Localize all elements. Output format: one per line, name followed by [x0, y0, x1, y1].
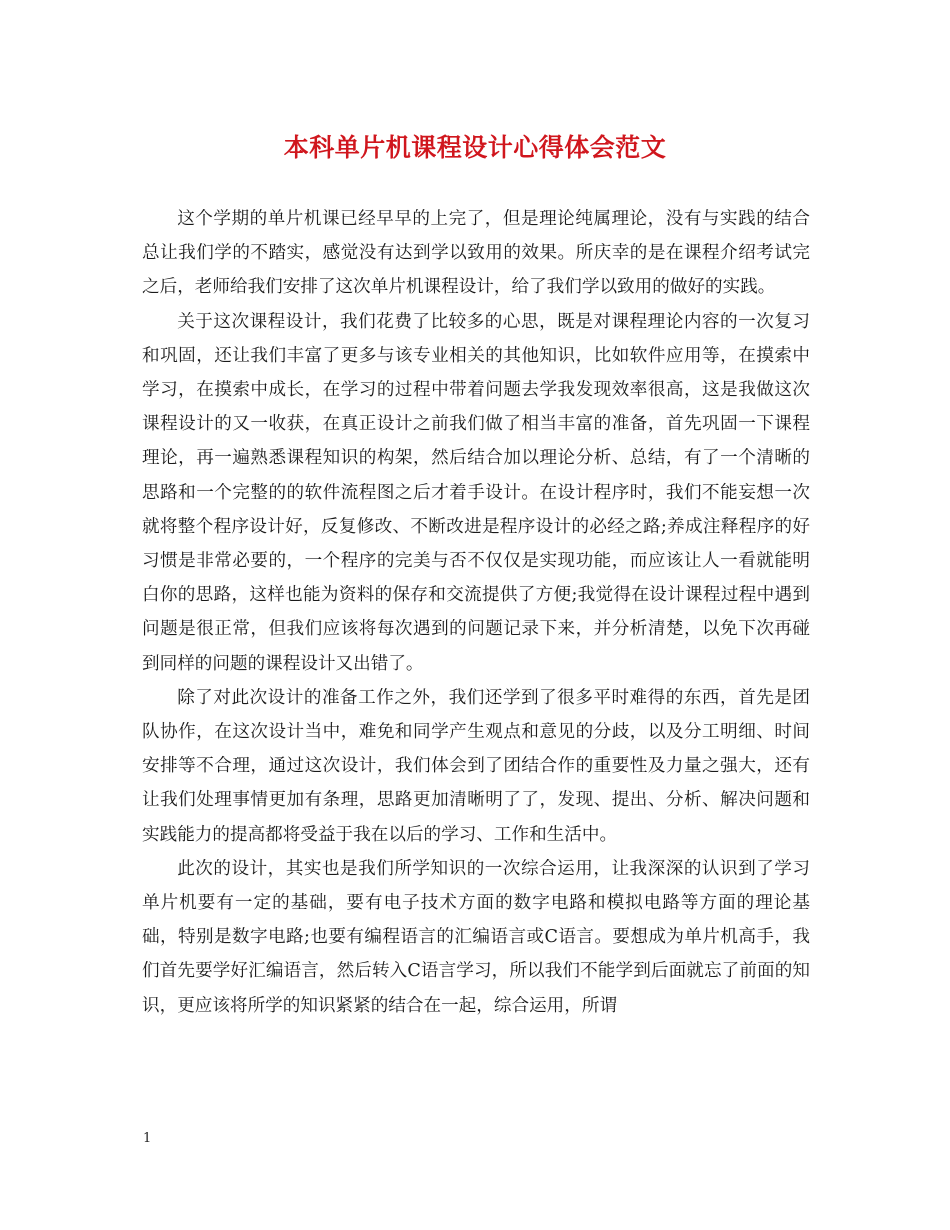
document-title: 本科单片机课程设计心得体会范文: [283, 133, 667, 162]
paragraph-3: 除了对此次设计的准备工作之外，我们还学到了很多平时难得的东西，首先是团队协作，在这次设计当中，难免和同学产生观点和意见的分歧，以及分工明细、时间安排等不合理，通过这次设计，我们体会到了团结合作的重要性及力量之强大，还有让我们处理事情更加有条理，思路更加清晰明了了，发现、提出、分析、解决问题和实践能力的提高都将受益于我在以后的学习、工作和生活中。: [142, 687, 810, 845]
page-number: 1: [143, 1131, 152, 1146]
document-body: [142, 202, 810, 1023]
paragraph-4: 此次的设计，其实也是我们所学知识的一次综合运用，让我深深的认识到了学习单片机要有一定的基础，要有电子技术方面的数字电路和模拟电路等方面的理论基础，特别是数字电路;也要有编程语言的汇编语言或C语言。要想成为单片机高手，我们首先要学好汇编语言，然后转入C语言学习，所以我们不能学到后面就忘了前面的知识，更应该将所学的知识紧紧的结合在一起，综合运用，所谓: [142, 858, 810, 1016]
paragraph-1: 这个学期的单片机课已经早早的上完了，但是理论纯属理论，没有与实践的结合总让我们学的不踏实，感觉没有达到学以致用的效果。所庆幸的是在课程介绍考试完之后，老师给我们安排了这次单片机课程设计，给了我们学以致用的做好的实践。: [142, 209, 810, 298]
paragraph-2: 关于这次课程设计，我们花费了比较多的心思，既是对课程理论内容的一次复习和巩固，还让我们丰富了更多与该专业相关的其他知识，比如软件应用等，在摸索中学习，在摸索中成长，在学习的过程中带着问题去学我发现效率很高，这是我做这次课程设计的又一收获，在真正设计之前我们做了相当丰富的准备，首先巩固一下课程理论，再一遍熟悉课程知识的构架，然后结合加以理论分析、总结，有了一个清晰的思路和一个完整的的软件流程图之后才着手设计。在设计程序时，我们不能妄想一次就将整个程序设计好，反复修改、不断改进是程序设计的必经之路;养成注释程序的好习惯是非常必要的，一个程序的完美与否不仅仅是实现功能，而应该让人一看就能明白你的思路，这样也能为资料的保存和交流提供了方便;我觉得在设计课程过程中遇到问题是很正常，但我们应该将每次遇到的问题记录下来，并分析清楚，以免下次再碰到同样的问题的课程设计又出错了。: [142, 311, 810, 674]
